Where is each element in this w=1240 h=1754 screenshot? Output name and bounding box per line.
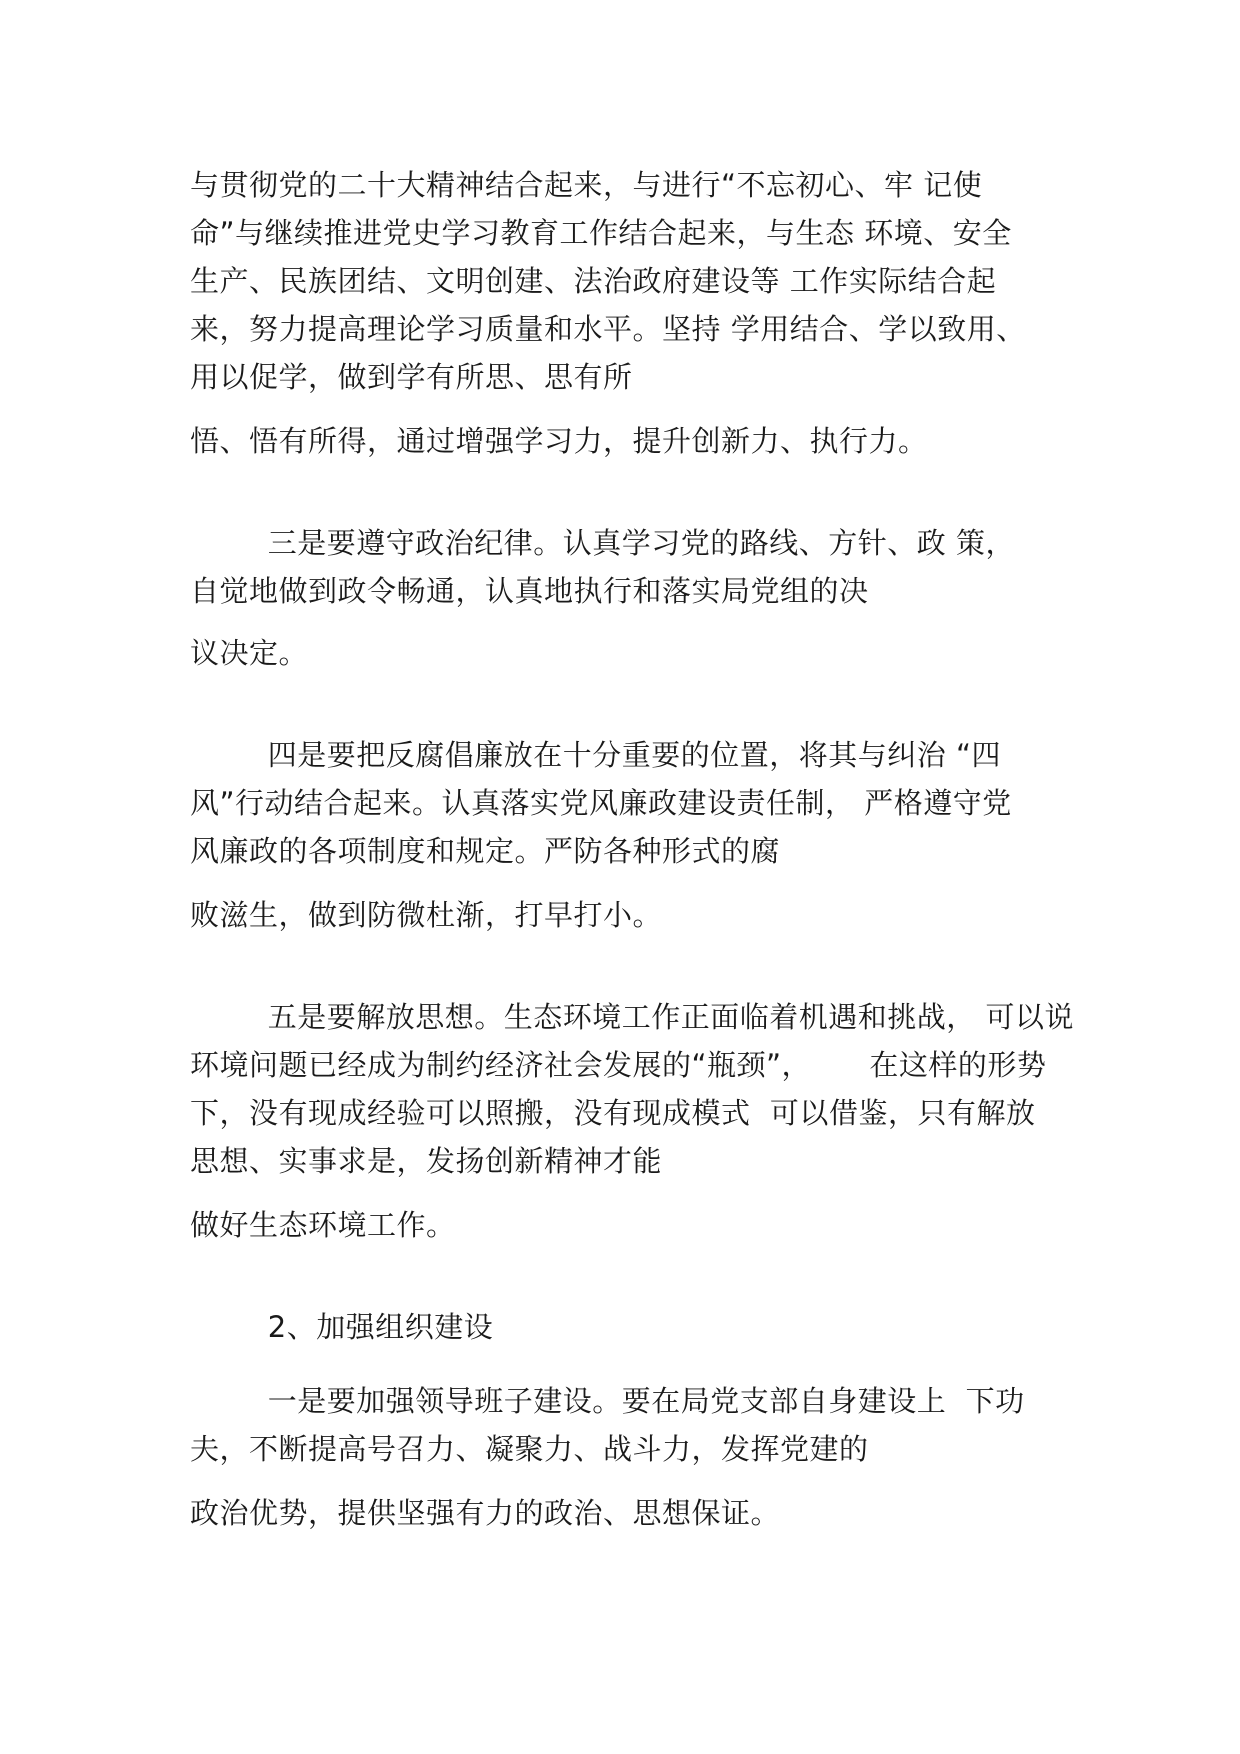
text-line: 夫，不断提高号召力、凝聚力、战斗力，发挥党建的: [190, 1432, 869, 1466]
text-line: 思想、实事求是，发扬创新精神才能: [190, 1144, 663, 1178]
text-line: 五是要解放思想。生态环境工作正面临着机遇和挑战， 可以说: [190, 1000, 1074, 1034]
text-line: 与贯彻党的二十大精神结合起来，与进行“不忘初心、牢 记使: [190, 168, 983, 202]
text-line: 生产、民族团结、文明创建、法治政府建设等 工作实际结合起: [190, 264, 997, 298]
text-line: 用以促学，做到学有所思、思有所: [190, 360, 633, 394]
text-line: 命”与继续推进党史学习教育工作结合起来，与生态 环境、安全: [190, 216, 1012, 250]
text-line: 风”行动结合起来。认真落实党风廉政建设责任制， 严格遵守党: [190, 786, 1012, 820]
text-line: 政治优势，提供坚强有力的政治、思想保证。: [190, 1496, 781, 1530]
text-line: 环境问题已经成为制约经济社会发展的“瓶颈”， 在这样的形势: [190, 1048, 1047, 1082]
text-line: 一是要加强领导班子建设。要在局党支部自身建设上 下功: [190, 1384, 1025, 1418]
text-line: 下，没有现成经验可以照搬，没有现成模式 可以借鉴，只有解放: [190, 1096, 1036, 1130]
section-heading: 2、加强组织建设: [190, 1310, 494, 1344]
text-line: 自觉地做到政令畅通，认真地执行和落实局党组的决: [190, 574, 869, 608]
text-line: 败滋生，做到防微杜渐，打早打小。: [190, 898, 663, 932]
text-line: 做好生态环境工作。: [190, 1208, 456, 1242]
text-line: 议决定。: [190, 636, 309, 670]
text-line: 三是要遵守政治纪律。认真学习党的路线、方针、政 策，: [190, 526, 1015, 560]
text-line: 悟、悟有所得，通过增强学习力，提升创新力、执行力。: [190, 424, 928, 458]
text-line: 风廉政的各项制度和规定。严防各种形式的腐: [190, 834, 781, 868]
text-line: 来，努力提高理论学习质量和水平。坚持 学用结合、学以致用、: [190, 312, 1026, 346]
text-line: 四是要把反腐倡廉放在十分重要的位置，将其与纠治 “四: [190, 738, 1001, 772]
